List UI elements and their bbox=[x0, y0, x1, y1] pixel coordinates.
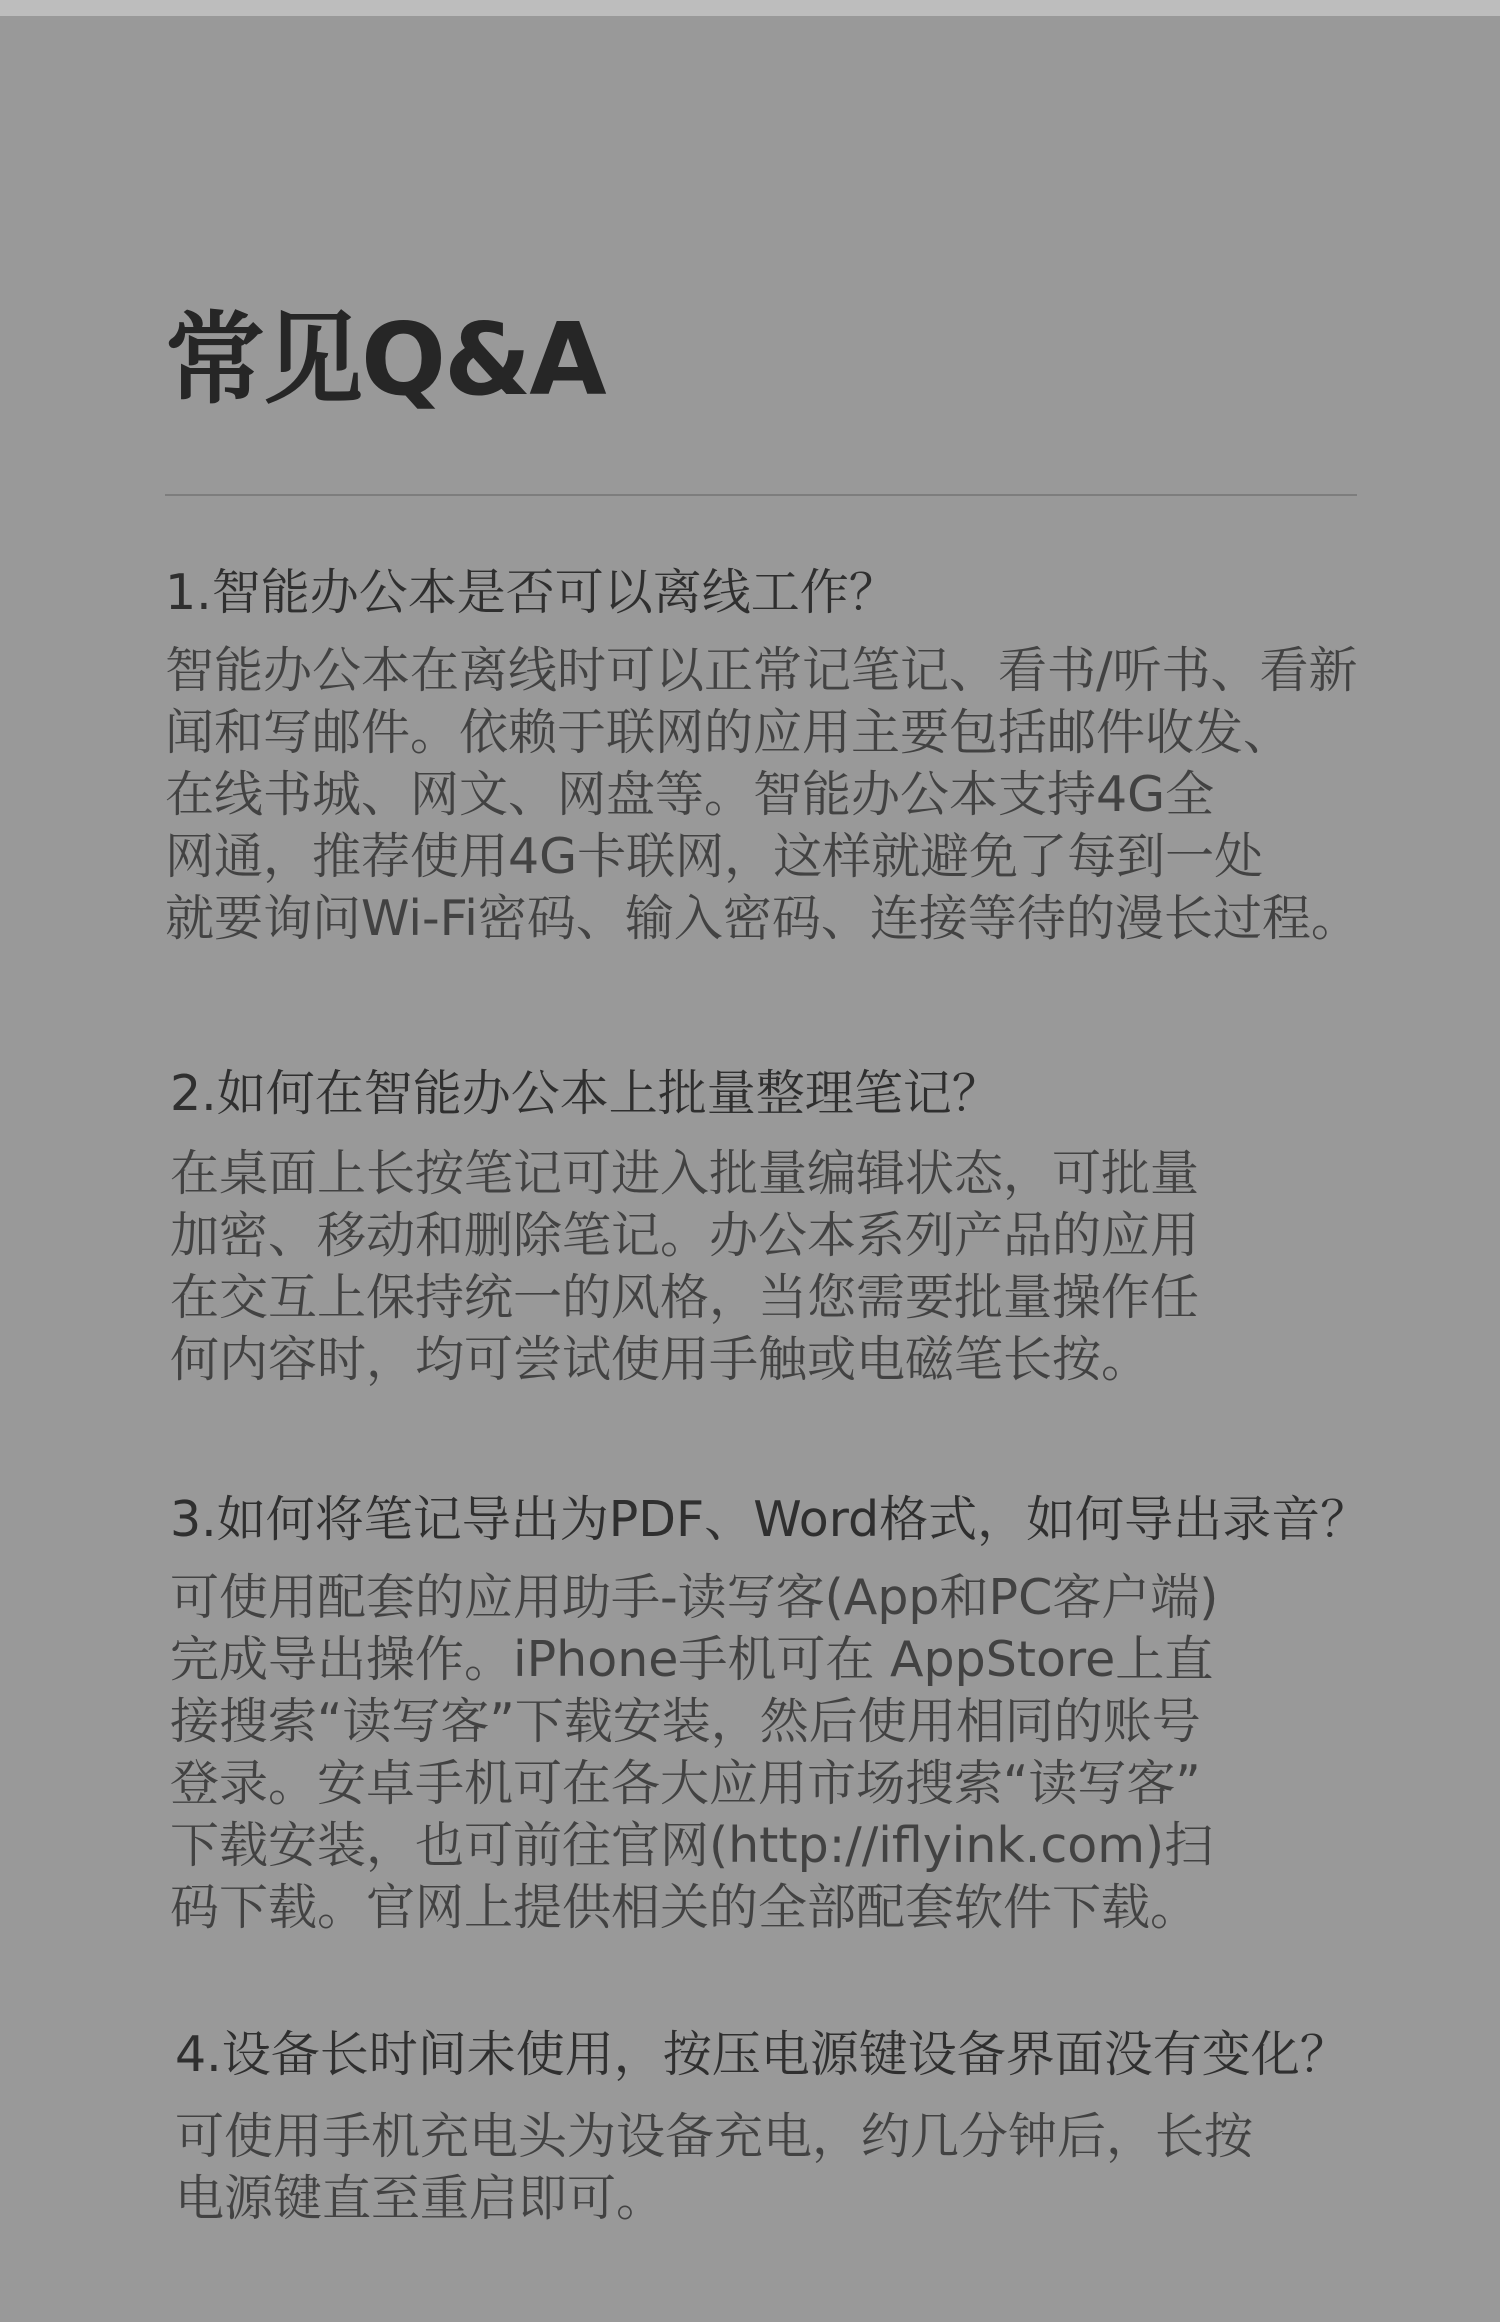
top-band bbox=[0, 0, 1500, 16]
answer-2-line-3: 在交互上保持统一的风格，当您需要批量操作任 bbox=[170, 1269, 1200, 1326]
answer-2-line-1: 在桌面上长按笔记可进入批量编辑状态，可批量 bbox=[170, 1145, 1200, 1202]
answer-3-line-1: 可使用配套的应用助手-读写客(App和PC客户端) bbox=[170, 1569, 1219, 1626]
answer-2-line-4: 何内容时，均可尝试使用手触或电磁笔长按。 bbox=[170, 1331, 1151, 1388]
answer-1 bbox=[165, 640, 1395, 950]
answer-4 bbox=[175, 2106, 1405, 2230]
answer-1-line-2: 闻和写邮件。依赖于联网的应用主要包括邮件收发、 bbox=[165, 704, 1293, 761]
answer-3-line-5: 下载安装，也可前往官网(http://iflyink.com)扫 bbox=[170, 1817, 1214, 1874]
question-3: 3.如何将笔记导出为PDF、Word格式，如何导出录音？ bbox=[170, 1491, 1370, 1548]
question-1: 1.智能办公本是否可以离线工作？ bbox=[165, 564, 898, 621]
answer-4-line-2: 电源键直至重启即可。 bbox=[175, 2170, 666, 2227]
answer-2 bbox=[170, 1143, 1400, 1391]
answer-1-line-3: 在线书城、网文、网盘等。智能办公本支持4G全 bbox=[165, 766, 1215, 823]
answer-1-line-1: 智能办公本在离线时可以正常记笔记、看书/听书、看新 bbox=[165, 642, 1358, 699]
answer-1-line-4: 网通，推荐使用4G卡联网，这样就避免了每到一处 bbox=[165, 828, 1264, 885]
answer-1-line-5: 就要询问Wi-Fi密码、输入密码、连接等待的漫长过程。 bbox=[165, 890, 1360, 947]
qa-item-2 bbox=[170, 1063, 1400, 1391]
answer-4-line-1: 可使用手机充电头为设备充电，约几分钟后，长按 bbox=[175, 2108, 1254, 2165]
answer-3-line-6: 码下载。官网上提供相关的全部配套软件下载。 bbox=[170, 1879, 1200, 1936]
qa-item-3 bbox=[170, 1489, 1400, 1939]
answer-3 bbox=[170, 1567, 1400, 1939]
answer-3-line-2: 完成导出操作。iPhone手机可在 AppStore上直 bbox=[170, 1631, 1214, 1688]
question-4: 4.设备长时间未使用，按压电源键设备界面没有变化？ bbox=[175, 2026, 1349, 2083]
title-divider bbox=[165, 494, 1357, 496]
answer-3-line-4: 登录。安卓手机可在各大应用市场搜索“读写客” bbox=[170, 1755, 1201, 1812]
qa-item-1 bbox=[165, 562, 1395, 950]
qa-item-4 bbox=[175, 2024, 1405, 2230]
question-2: 2.如何在智能办公本上批量整理笔记？ bbox=[170, 1065, 1001, 1122]
page-title: 常见Q&A bbox=[165, 301, 605, 418]
answer-3-line-3: 接搜索“读写客”下载安装，然后使用相同的账号 bbox=[170, 1693, 1201, 1750]
answer-2-line-2: 加密、移动和删除笔记。办公本系列产品的应用 bbox=[170, 1207, 1200, 1264]
